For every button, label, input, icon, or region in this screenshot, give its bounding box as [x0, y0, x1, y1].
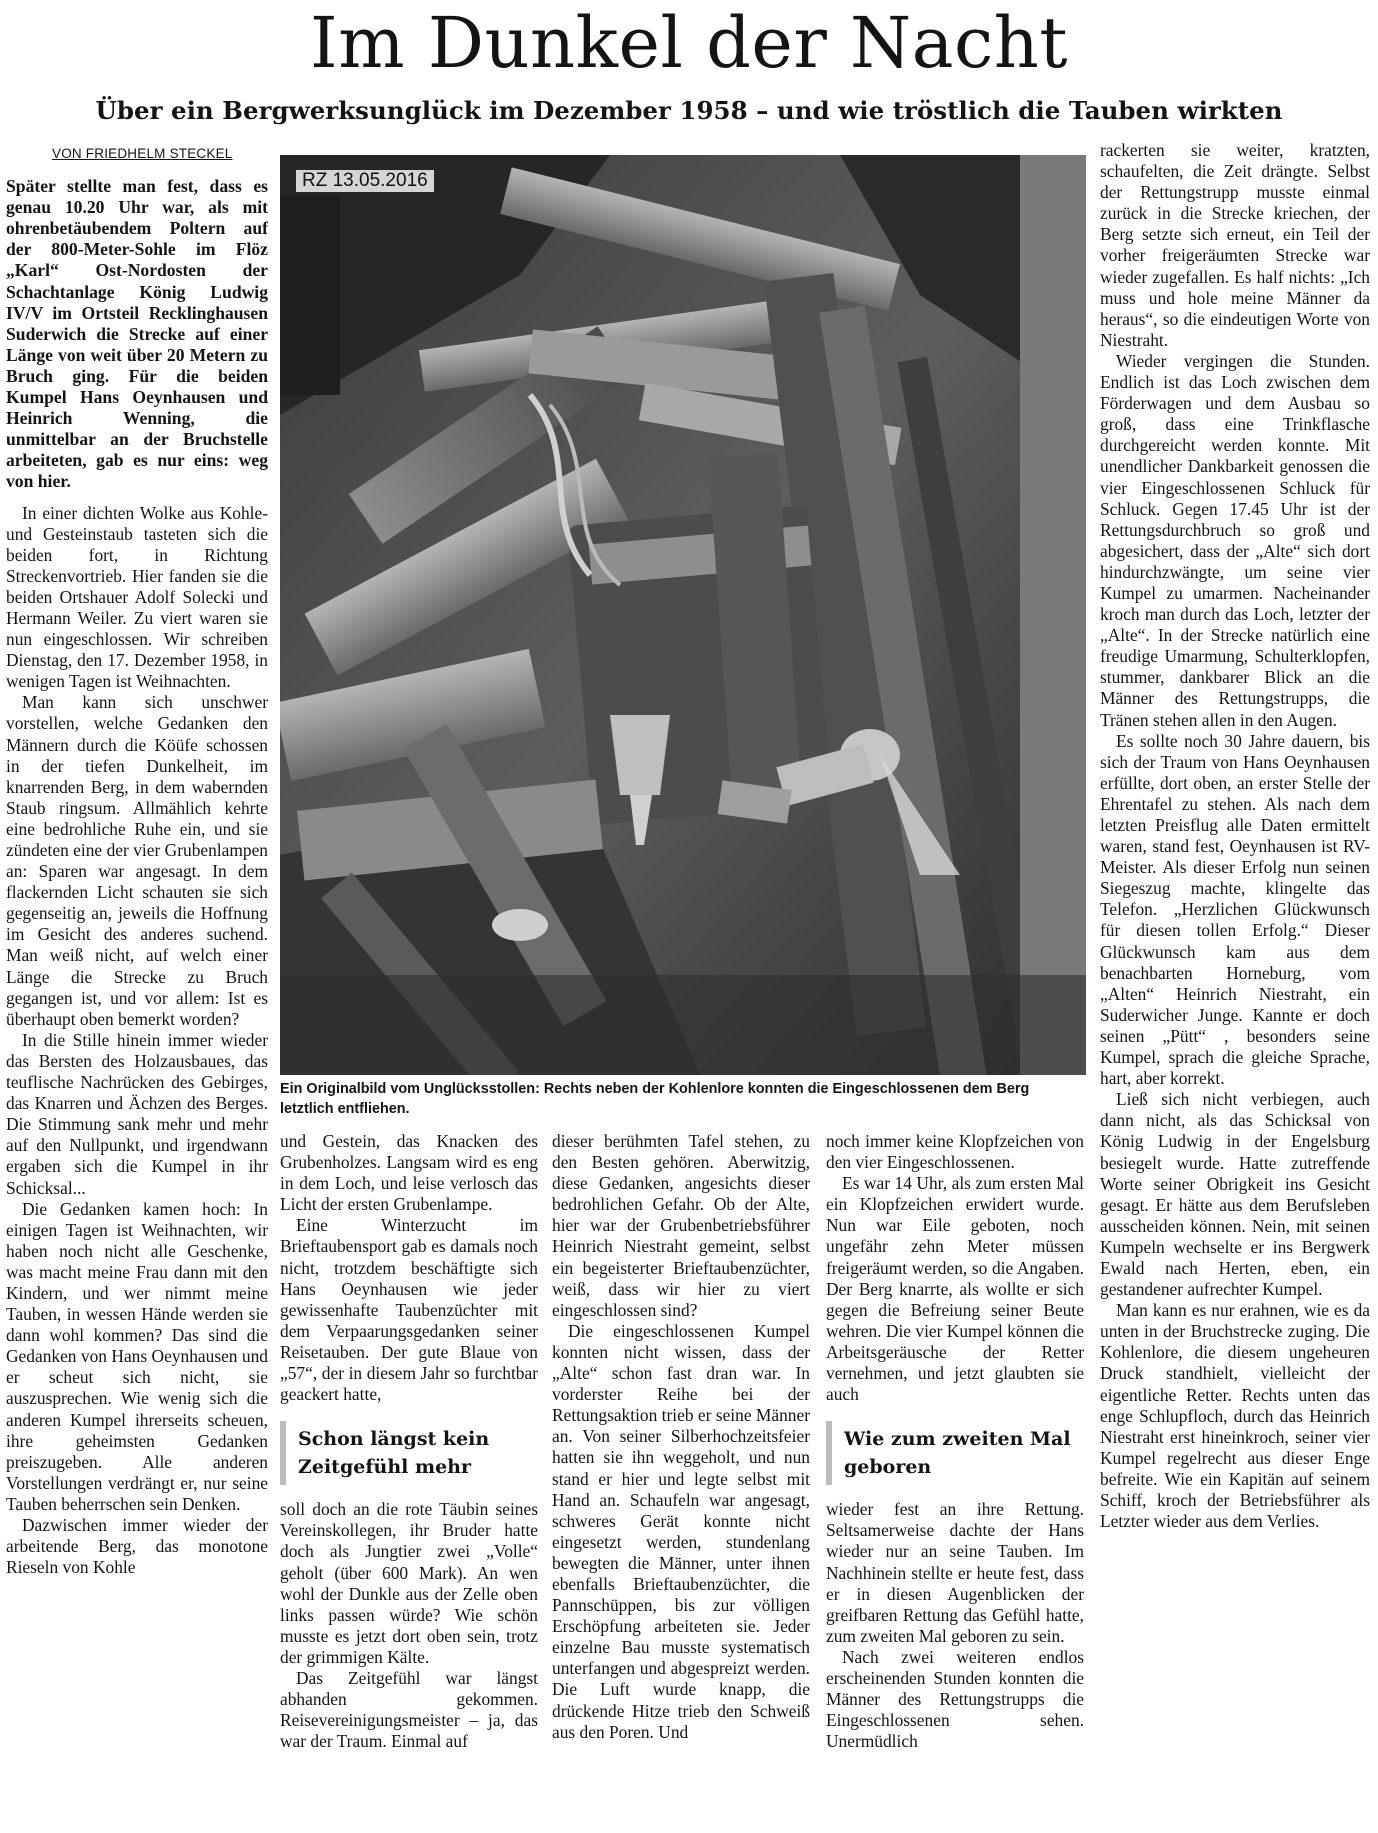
- paragraph: und Gestein, das Knacken des Grubenholzes. Langsam wird es eng in dem Loch, und leise verlosch das Licht der ersten Grubenlampe.: [280, 1131, 538, 1215]
- paragraph: Eine Winterzucht im Brieftaubensport gab es damals noch nicht, trotzdem beschäftigte sich Hans Oeynhausen wie jeder gewissenhafte Taubenzüchter mit dem Verpaarungsgedanken seiner Reisetauben. Der gute Blaue von „57“, der in diesem Jahr so furchtbar geackert hatte,: [280, 1215, 538, 1405]
- paragraph: Die eingeschlossenen Kumpel konnten nicht wissen, dass der „Alte“ schon fast dran war. In vorderster Reihe bei der Rettungsaktion trieb er seine Männer an. Von seiner Silberhochzeitsfeier hatten sie ihn weggeholt, und nun stand er hier und legte selbst mit Hand an. Schaufeln war angesagt, schweres Gerät konnte nicht eingesetzt werden, stundenlang bewegten die Männer, unter ihnen ebenfalls Brieftaubenzüchter, die Pannschüppen, bis zur völligen Erschöpfung arbeiteten sie. Jeder einzelne Bau musste systematisch unterfangen und abgespreizt werden. Die Luft wurde knapp, die drückende Hitze trieb den Schweiß aus den Poren. Und: [552, 1320, 810, 1742]
- subheadline: Über ein Bergwerksunglück im Dezember 1958 – und wie tröstlich die Tauben wirkten: [95, 96, 1283, 125]
- paragraph: Man kann sich unschwer vorstellen, welche Gedanken den Männern durch die Köüfe schossen in der tiefen Dunkelheit, im knarrenden Berg, in dem wabernden Staub ringsum. Allmählich kehrte eine bedrohliche Ruhe ein, und sie zündeten eine der vier Grubenlampen an: Sparen war angesagt. In dem flackernden Licht schauten sie sich gegenseitig an, jeweils die Hoffnung im Gesicht des anderes suchend. Man weiß nicht, auf welch einer Länge die Strecke zu Bruch gegangen ist, und vor allem: Ist es überhaupt oben bemerkt worden?: [6, 692, 268, 1029]
- paragraph: In einer dichten Wolke aus Kohle- und Gesteinstaub tasteten sich die beiden fort, in Richtung Streckenvortrieb. Hier fanden sie die beiden Ortshauer Adolf Solecki und Hermann Weiler. Zu viert waren sie nun eingeschlossen. Wir schreiben Dienstag, den 17. Dezember 1958, in wenigen Tagen ist Weihnachten.: [6, 502, 268, 692]
- photo-caption: Ein Originalbild vom Unglücksstollen: Rechts neben der Kohlenlore konnten die Eingeschlossenen dem Berg letztlich entfliehen.: [280, 1081, 1030, 1117]
- lead-paragraph: Später stellte man fest, dass es genau 10.20 Uhr war, als mit ohrenbetäubendem Poltern auf der 800-Meter-Sohle im Flöz „Karl“ Ost-Nordosten der Schachtanlage König Ludwig IV/V im Ortsteil Recklinghausen Suderwich die Strecke auf einer Länge von weit über 20 Metern zu Bruch ging. Für die beiden Kumpel Hans Oeynhausen und Heinrich Wenning, die unmittelbar an der Bruchstelle arbeiteten, gab es nur eins: weg von hier.: [6, 176, 268, 492]
- byline: VON FRIEDHELM STECKEL: [52, 146, 233, 161]
- column-1: [6, 140, 268, 1830]
- paragraph: Das Zeitgefühl war längst abhanden gekommen. Reisevereinigungsmeister – ja, das war der Traum. Einmal auf: [280, 1667, 538, 1752]
- paragraph: Ließ sich nicht verbiegen, auch dann nicht, als das Schicksal von König Ludwig in der Engelsburg besiegelt wurde. Hatte zutreffende Worte seiner Obrigkeit ins Gesicht gesagt. Er hätte aus dem Berufsleben ausscheiden können. Nein, mit seinen Kumpeln wechselte er ins Bergwerk Ewald nach Herten, eben, ein gestandener aufrechter Kumpel.: [1100, 1089, 1370, 1300]
- paragraph: Dazwischen immer wieder der arbeitende Berg, das monotone Rieseln von Kohle: [6, 1515, 268, 1578]
- section-subhead: Wie zum zweiten Mal geboren: [826, 1421, 1084, 1485]
- column-5: [1100, 140, 1370, 1830]
- paragraph: Es sollte noch 30 Jahre dauern, bis sich der Traum von Hans Oeynhausen erfüllte, dort oben, an erster Stelle der Ehrentafel zu stehen. Als nach dem letzten Preisflug alle Daten ermittelt waren, stand fest, Oeynhausen ist RV-Meister. Als dieser Erfolg nun seinen Siegeszug machte, klingelte das Telefon. „Herzlichen Glückwunsch für diesen tollen Erfolg.“ Dieser Glückwunsch kam aus dem benachbarten Horneburg, vom „Alten“ Heinrich Niestraht, ein Suderwicher Junge. Kannte er doch seinen „Pütt“ , besonders seine Kumpel, sprach die gleiche Sprache, hart, aber korrekt.: [1100, 730, 1370, 1089]
- paragraph: Die Gedanken kamen hoch: In einigen Tagen ist Weihnachten, wir haben noch nicht alle Geschenke, was macht meine Frau dann mit den Kindern, und wer nimmt meine Tauben, in wessen Hände werden sie dann wohl kommen? Das sind die Gedanken von Hans Oeynhausen und er scheut sich nicht, sie auszusprechen. Wie wenig sich die anderen Kumpel ihrerseits scheuen, ihre geheimsten Gedanken preiszugeben. Alle anderen Vorstellungen verdrängt er, nur seine Tauben beherrschen sein Denken.: [6, 1198, 268, 1514]
- paragraph: Wieder vergingen die Stunden. Endlich ist das Loch zwischen dem Förderwagen und dem Ausbau so groß, dass eine Trinkflasche durchgereicht werden konnte. Mit unendlicher Dankbarkeit genossen die vier Eingeschlossenen Schluck für Schluck. Gegen 17.45 Uhr ist der Rettungsdurchbruch so groß und abgesichert, dass der „Alte“ sich dort hindurchzwängte, um seine vier Kumpel zu umarmen. Nacheinander kroch man durch das Loch, letzter der „Alte“. In der Strecke natürlich eine freudige Umarmung, Schulterklopfen, stummer, dankbarer Blick an die Männer des Rettungstrupps, die Tränen stehen allen in den Augen.: [1100, 350, 1370, 730]
- column-3: [552, 1131, 810, 1828]
- mine-photo-illustration: [280, 155, 1086, 1075]
- paragraph: soll doch an die rote Täubin seines Vereinskollegen, ihr Bruder hatte doch als Jungtier zwei „Volle“ geholt (über 600 Mark). An wen wohl der Dunkle aus der Zelle oben links passen würde? Wie schön musste es jetzt dort oben sein, trotz der grimmigen Kälte.: [280, 1499, 538, 1667]
- paragraph: Nach zwei weiteren endlos erscheinenden Stunden konnten die Männer des Rettungstrupps die Eingeschlossenen sehen. Unermüdlich: [826, 1646, 1084, 1752]
- paragraph: Es war 14 Uhr, als zum ersten Mal ein Klopfzeichen erwidert wurde. Nun war Eile geboten, noch ungefähr zehn Meter müssen freigeräumt werden, so die Angaben. Der Berg knarrte, als wollte er sich gegen die Befreiung seiner Beute wehren. Die vier Kumpel können die Arbeitsgeräusche der Retter vernehmen, und jetzt glaubten sie auch: [826, 1173, 1084, 1405]
- paragraph: wieder fest an ihre Rettung. Seltsamerweise dachte der Hans wieder nur an seine Tauben. Im Nachhinein stellte er heute fest, dass er in diesen Augenblicken der greifbaren Rettung das Gefühl hatte, zum zweiten Mal geboren zu sein.: [826, 1499, 1084, 1646]
- column-4: [826, 1131, 1084, 1828]
- paragraph: dieser berühmten Tafel stehen, zu den Besten gehören. Aberwitzig, diese Gedanken, angesichts dieser bedrohlichen Gefahr. Ob der Alte, hier war der Grubenbetriebsführer Heinrich Niestraht gemeint, selbst ein begeisterter Brieftaubenzüchter, weiß, dass wir hier zu viert eingeschlossen sind?: [552, 1131, 810, 1320]
- paragraph: Man kann es nur erahnen, wie es da unten in der Bruchstrecke zuging. Die Kohlenlore, die diesem ungeheuren Druck standhielt, vielleicht der eigentliche Retter. Rechts unten das enge Schlupfloch, durch das Heinrich Niestraht erst hineinkroch, seiner vier Kumpel regelrecht aus dieser Enge befreite. Wie ein Kapitän auf seinem Schiff, kroch der Betriebsführer als Letzter wieder aus dem Verlies.: [1100, 1300, 1370, 1532]
- paragraph: rackerten sie weiter, kratzten, schaufelten, die Zeit drängte. Selbst der Rettungstrupp musste einmal zurück in die Strecke kriechen, der Berg setzte sich erneut, ein Teil der vorher freigeräumten Strecke war wieder zugefallen. Es half nichts: „Ich muss und hole meine Männer da heraus“, so die eindeutigen Worte von Niestraht.: [1100, 140, 1370, 350]
- column-2: [280, 1131, 538, 1828]
- date-stamp: RZ 13.05.2016: [296, 170, 434, 192]
- mine-photo: [280, 155, 1086, 1075]
- headline: Im Dunkel der Nacht: [310, 2, 1068, 84]
- section-subhead: Schon längst kein Zeitgefühl mehr: [280, 1421, 538, 1485]
- paragraph: In die Stille hinein immer wieder das Bersten des Holzausbaues, das teuflische Nachrücken des Gebirges, das Knarren und Ächzen des Berges. Die Stimmung sank mehr und mehr auf den Nullpunkt, und irgendwann ergaben sich die Kumpel in ihr Schicksal...: [6, 1029, 268, 1198]
- paragraph: noch immer keine Klopfzeichen von den vier Eingeschlossenen.: [826, 1131, 1084, 1173]
